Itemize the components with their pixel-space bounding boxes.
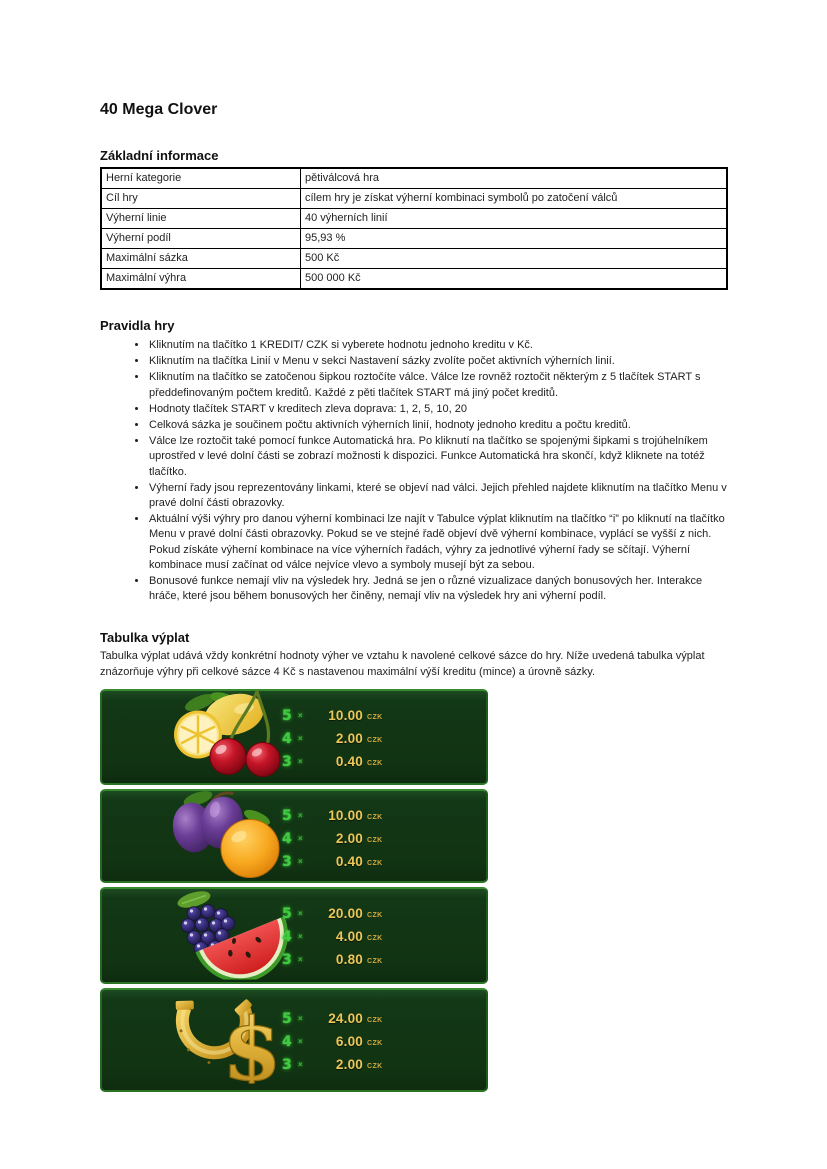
- pay-currency: CZK: [367, 935, 383, 943]
- row-label: Maximální sázka: [101, 249, 301, 269]
- pay-value: 2.00: [335, 1057, 363, 1073]
- pay-line: [282, 948, 383, 971]
- row-label: Výherní podíl: [101, 229, 301, 249]
- row-value: 40 výherních linií: [301, 209, 728, 229]
- rule-item: • Aktuální výši výhry pro danou výherní kombinaci lze najít v Tabulce výplat kliknutím na tlačítko “i” po kliknutí na tlačítko Menu v pravé dolní části obrazovky. Pokud se ve stejné řadě objeví dvě výherní kombinace, vyplácí se vyšší z nich. Pokud získáte výherní kombinace na více výherních řadách, výhry za jednotlivé výherní řady se sčítají. Výherní kombinace musí začínat od válce nejvíce vlevo a symboly musejí být za sebou.: [148, 512, 728, 573]
- row-value: cílem hry je získat výherní kombinaci symbolů po zatočení válců: [301, 189, 728, 209]
- pay-currency: CZK: [367, 860, 383, 868]
- pay-currency: CZK: [367, 912, 383, 920]
- pay-line: [282, 1053, 383, 1076]
- pay-value: 20.00: [328, 906, 363, 922]
- paytable-panel-horseshoe-dollar: [100, 988, 488, 1092]
- page-title: 40 Mega Clover: [100, 101, 218, 118]
- pay-line: [282, 827, 383, 850]
- pay-currency: CZK: [367, 1040, 383, 1048]
- times-icon: ×: [298, 908, 303, 918]
- paytable-panels: [100, 689, 488, 1092]
- pay-value: 4.00: [335, 929, 363, 945]
- times-icon: ×: [298, 756, 303, 766]
- pay-count: 4: [282, 928, 292, 945]
- row-label: Výherní linie: [101, 209, 301, 229]
- row-value: 500 Kč: [301, 249, 728, 269]
- pay-currency: CZK: [367, 1017, 383, 1025]
- rule-item: • Kliknutím na tlačítka Linií v Menu v sekci Nastavení sázky zvolíte počet aktivních výherních linií.: [148, 354, 728, 369]
- pay-value: 0.40: [335, 854, 363, 870]
- pay-value: 2.00: [335, 831, 363, 847]
- pay-line: [282, 750, 383, 773]
- paytable-panel-grapes-watermelon: [100, 887, 488, 984]
- svg-text:$: $: [222, 999, 282, 1084]
- rule-item: • Bonusové funkce nemají vliv na výsledek hry. Jedná se jen o různé vizualizace daných bonusových her. Interakce hráče, které jsou během bonusových her činěny, nemají vliv na výsledek hry ani výherní podíl.: [148, 574, 728, 604]
- paytable-panel-lemon-cherries: [100, 689, 488, 785]
- row-label: Herní kategorie: [101, 168, 301, 189]
- row-value: pětiválcová hra: [301, 168, 728, 189]
- rule-item: • Válce lze roztočit také pomocí funkce Automatická hra. Po kliknutí na tlačítko se spojenými šipkami s trojúhelníkem uprostřed v levé dolní části se zobrazí možnosti k dispozici. Funkce Automatická hra skončí, když kliknete na totéž tlačítko.: [148, 434, 728, 480]
- pay-value: 10.00: [328, 808, 363, 824]
- pay-value: 6.00: [335, 1034, 363, 1050]
- times-icon: ×: [298, 954, 303, 964]
- paytable-panel-plums-orange: [100, 789, 488, 883]
- row-label: Cíl hry: [101, 189, 301, 209]
- pay-lines: [282, 902, 383, 971]
- pay-count: 5: [282, 905, 292, 922]
- pay-line: [282, 704, 383, 727]
- pay-currency: CZK: [367, 837, 383, 845]
- pay-currency: CZK: [367, 814, 383, 822]
- pay-count: 5: [282, 707, 292, 724]
- pay-line: [282, 804, 383, 827]
- section-heading-rules: Pravidla hry: [100, 318, 175, 333]
- times-icon: ×: [298, 833, 303, 843]
- row-value: 95,93 %: [301, 229, 728, 249]
- table-row: [101, 229, 727, 249]
- pay-count: 4: [282, 830, 292, 847]
- pay-line: [282, 727, 383, 750]
- table-row: [101, 209, 727, 229]
- pay-count: 3: [282, 1056, 292, 1073]
- times-icon: ×: [298, 733, 303, 743]
- pay-value: 0.80: [335, 952, 363, 968]
- pay-currency: CZK: [367, 760, 383, 768]
- pay-lines: [282, 704, 383, 773]
- pay-line: [282, 902, 383, 925]
- times-icon: ×: [298, 810, 303, 820]
- table-row: [101, 269, 727, 290]
- rule-item: • Hodnoty tlačítek START v kreditech zleva doprava: 1, 2, 5, 10, 20: [148, 402, 728, 417]
- times-icon: ×: [298, 1036, 303, 1046]
- pay-count: 4: [282, 730, 292, 747]
- section-heading-basic-info: Základní informace: [100, 148, 219, 163]
- times-icon: ×: [298, 931, 303, 941]
- pay-value: 2.00: [335, 731, 363, 747]
- pay-currency: CZK: [367, 1063, 383, 1071]
- pay-value: 0.40: [335, 754, 363, 770]
- document-content: [100, 0, 728, 1096]
- table-row: [101, 168, 727, 189]
- paytable-description: Tabulka výplat udává vždy konkrétní hodnoty výher ve vztahu k navolené celkové sázce do hry. Níže uvedená tabulka výplat znázorňuje výhry při celkové sázce 4 Kč s nastavenou maximální výší kreditu (mince) a úrovně sázky.: [100, 650, 705, 678]
- rule-item: • Kliknutím na tlačítko 1 KREDIT/ CZK si vyberete hodnotu jednoho kreditu v Kč.: [148, 338, 728, 353]
- section-heading-paytable: Tabulka výplat: [100, 630, 190, 646]
- table-row: [101, 249, 727, 269]
- row-label: Maximální výhra: [101, 269, 301, 290]
- rule-item: • Celková sázka je součinem počtu aktivních výherních linií, hodnoty jednoho kreditu a počtu kreditů.: [148, 418, 728, 433]
- times-icon: ×: [298, 710, 303, 720]
- times-icon: ×: [298, 1059, 303, 1069]
- pay-lines: [282, 1007, 383, 1076]
- pay-line: [282, 1030, 383, 1053]
- times-icon: ×: [298, 856, 303, 866]
- pay-currency: CZK: [367, 737, 383, 745]
- pay-count: 4: [282, 1033, 292, 1050]
- rule-item: • Výherní řady jsou reprezentovány linkami, které se objeví nad válci. Jejich přehled najdete kliknutím na tlačítko Menu v pravé dolní části obrazovky.: [148, 481, 728, 511]
- pay-count: 5: [282, 807, 292, 824]
- pay-lines: [282, 804, 383, 873]
- pay-count: 5: [282, 1010, 292, 1027]
- times-icon: ×: [298, 1013, 303, 1023]
- table-row: [101, 189, 727, 209]
- pay-line: [282, 925, 383, 948]
- row-value: 500 000 Kč: [301, 269, 728, 290]
- pay-line: [282, 1007, 383, 1030]
- pay-line: [282, 850, 383, 873]
- basic-info-table: [100, 167, 728, 290]
- pay-count: 3: [282, 753, 292, 770]
- pay-count: 3: [282, 853, 292, 870]
- rule-item: • Kliknutím na tlačítko se zatočenou šipkou roztočíte válce. Válce lze rovněž roztočit některým z 5 tlačítek START s předdefinovaným počtem kreditů. Každé z pěti tlačítek START má jiný počet kreditů.: [148, 370, 728, 400]
- pay-currency: CZK: [367, 958, 383, 966]
- pay-value: 10.00: [328, 708, 363, 724]
- rules-list: [100, 338, 728, 604]
- pay-currency: CZK: [367, 714, 383, 722]
- pay-value: 24.00: [328, 1011, 363, 1027]
- pay-count: 3: [282, 951, 292, 968]
